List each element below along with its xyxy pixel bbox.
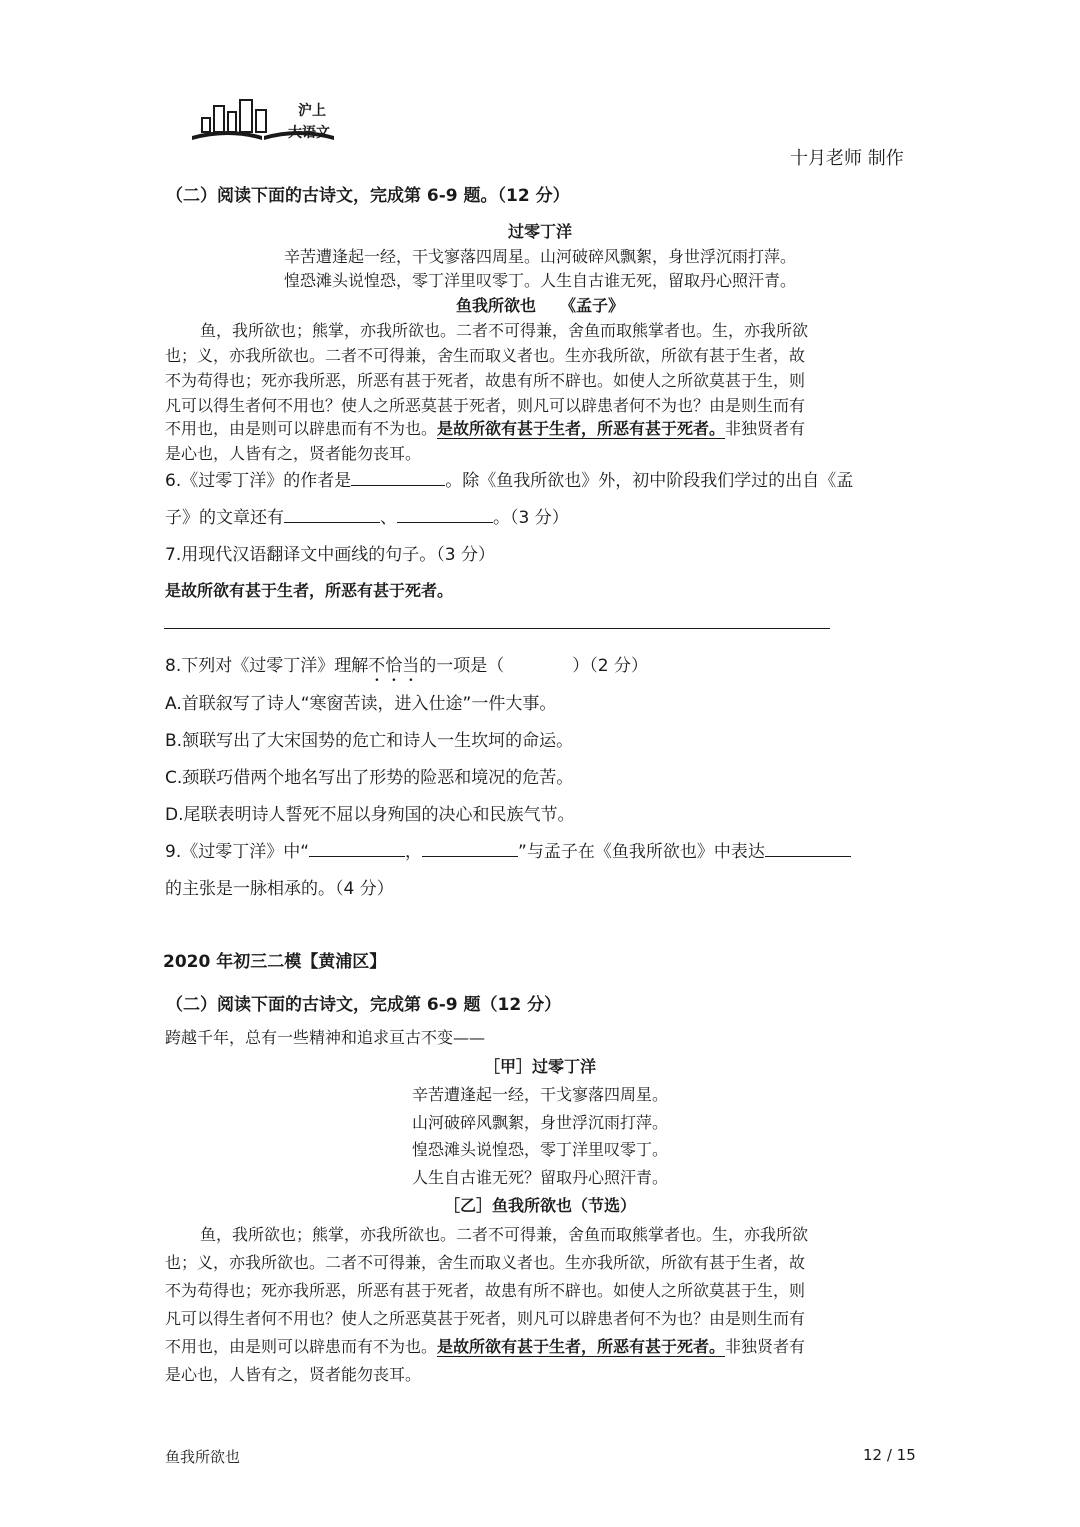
section2-poem-line: 惶恐滩头说惶恐，零丁洋里叹零丁。: [411, 1140, 668, 1159]
q6-text: 子》的文章还有: [165, 508, 284, 528]
q6-text: 、: [380, 508, 397, 528]
q6-text: 。除《鱼我所欲也》外，初中阶段我们学过的出自《孟: [445, 471, 854, 491]
question-8-option: C.颈联巧借两个地名写出了形势的险恶和境况的危苦。: [165, 768, 574, 788]
question-9-line2: 的主张是一脉相承的。（4 分）: [165, 879, 394, 899]
q6-text: 。（3 分）: [493, 508, 569, 528]
section1-prose-title: 鱼我所欲也 《孟子》: [455, 296, 624, 315]
q6-text: 6.《过零丁洋》的作者是: [165, 471, 352, 491]
prose-text: 非独贤者有: [725, 419, 806, 438]
section2-prose-line: 凡可以得生者何不用也？使人之所恶莫甚于死者，则凡可以辟患者何不为也？由是则生而有: [165, 1309, 806, 1328]
answer-line[interactable]: [164, 628, 830, 629]
section2-prose-title: ［乙］鱼我所欲也（节选）: [443, 1196, 636, 1215]
section2-poem-title: ［甲］过零丁洋: [483, 1057, 596, 1076]
section2-intro: 跨越千年，总有一些精神和追求亘古不变——: [165, 1028, 486, 1047]
logo-text-line2: 大语文: [288, 125, 330, 141]
answer-blank[interactable]: [422, 842, 518, 857]
answer-blank[interactable]: [397, 508, 493, 523]
q8-text: 8.下列对《过零丁洋》理解: [165, 656, 369, 676]
question-9-line1: [165, 837, 851, 862]
question-6-line1: [165, 466, 853, 491]
question-7-sentence: 是故所欲有甚于生者，所恶有甚于死者。: [165, 581, 454, 600]
exam-title: 2020 年初三二模【黄浦区】: [163, 952, 387, 972]
section1-prose-line: 也；义，亦我所欲也。二者不可得兼，舍生而取义者也。生亦我所欲，所欲有甚于生者，故: [165, 346, 806, 365]
maker-credit: 十月老师 制作: [790, 148, 904, 169]
section1-prose-line: 凡可以得生者何不用也？使人之所恶莫甚于死者，则凡可以辟患者何不为也？由是则生而有: [165, 396, 806, 415]
section1-prose-line5: [165, 416, 805, 439]
underlined-sentence: 是故所欲有甚于生者，所恶有甚于死者。: [437, 419, 726, 438]
question-7: 7.用现代汉语翻译文中画线的句子。（3 分）: [165, 545, 495, 565]
section2-poem-line: 人生自古谁无死？留取丹心照汗青。: [411, 1168, 668, 1187]
q9-text: 9.《过零丁洋》中“: [165, 842, 310, 862]
section1-poem-title: 过零丁洋: [507, 222, 572, 241]
answer-blank[interactable]: [765, 842, 851, 857]
section2-prose-line: 鱼，我所欲也；熊掌，亦我所欲也。二者不可得兼，舍鱼而取熊掌者也。生，亦我所欲: [200, 1225, 809, 1244]
question-8-option: D.尾联表明诗人誓死不屈以身殉国的决心和民族气节。: [165, 805, 575, 825]
section1-heading: （二）阅读下面的古诗文，完成第 6-9 题。（12 分）: [166, 186, 570, 206]
answer-blank[interactable]: [351, 471, 445, 486]
q8-emphasis: 不恰当: [368, 656, 420, 676]
section2-prose-line: 不为苟得也；死亦我所恶，所恶有甚于死者，故患有所不辟也。如使人之所欲莫甚于生，则: [165, 1281, 806, 1300]
question-8-option: A.首联叙写了诗人“寒窗苦读，进入仕途”一件大事。: [165, 694, 557, 714]
logo-text-line1: 沪上: [298, 103, 326, 119]
q8-text: 的一项是（ ）（2 分）: [419, 656, 648, 676]
prose-text: 非独贤者有: [725, 1337, 806, 1356]
q9-text: ”与孟子在《鱼我所欲也》中表达: [518, 842, 765, 862]
section2-prose-line5: [165, 1334, 805, 1357]
question-8-option: B.颔联写出了大宋国势的危亡和诗人一生坎坷的命运。: [165, 731, 574, 751]
question-8: [165, 651, 648, 686]
section2-prose-line: 也；义，亦我所欲也。二者不可得兼，舍生而取义者也。生亦我所欲，所欲有甚于生者，故: [165, 1253, 806, 1272]
footer-title: 鱼我所欲也: [165, 1448, 241, 1466]
section2-poem-line: 山河破碎风飘絮，身世浮沉雨打萍。: [411, 1113, 668, 1132]
q9-text: ，: [405, 842, 423, 862]
underlined-sentence: 是故所欲有甚于生者，所恶有甚于死者。: [437, 1337, 726, 1356]
answer-blank[interactable]: [284, 508, 380, 523]
section2-heading: （二）阅读下面的古诗文，完成第 6-9 题（12 分）: [166, 995, 562, 1015]
section2-prose-line: 是心也，人皆有之，贤者能勿丧耳。: [165, 1365, 422, 1384]
prose-text: 不用也，由是则可以辟患而有不为也。: [165, 1337, 438, 1356]
section1-prose-line: 不为苟得也；死亦我所恶，所恶有甚于死者，故患有所不辟也。如使人之所欲莫甚于生，则: [165, 371, 806, 390]
question-6-line2: [165, 503, 569, 528]
page-number: 12 / 15: [863, 1446, 916, 1464]
section1-prose-line: 鱼，我所欲也；熊掌，亦我所欲也。二者不可得兼，舍鱼而取熊掌者也。生，亦我所欲: [200, 321, 809, 340]
section1-prose-line: 是心也，人皆有之，贤者能勿丧耳。: [165, 444, 422, 463]
section2-poem-line: 辛苦遭逢起一经，干戈寥落四周星。: [411, 1085, 668, 1104]
prose-text: 不用也，由是则可以辟患而有不为也。: [165, 419, 438, 438]
answer-blank[interactable]: [309, 842, 405, 857]
section1-poem-line: 惶恐滩头说惶恐，零丁洋里叹零丁。人生自古谁无死，留取丹心照汗青。: [283, 271, 796, 290]
section1-poem-line: 辛苦遭逢起一经，干戈寥落四周星。山河破碎风飘絮，身世浮沉雨打萍。: [283, 247, 796, 266]
